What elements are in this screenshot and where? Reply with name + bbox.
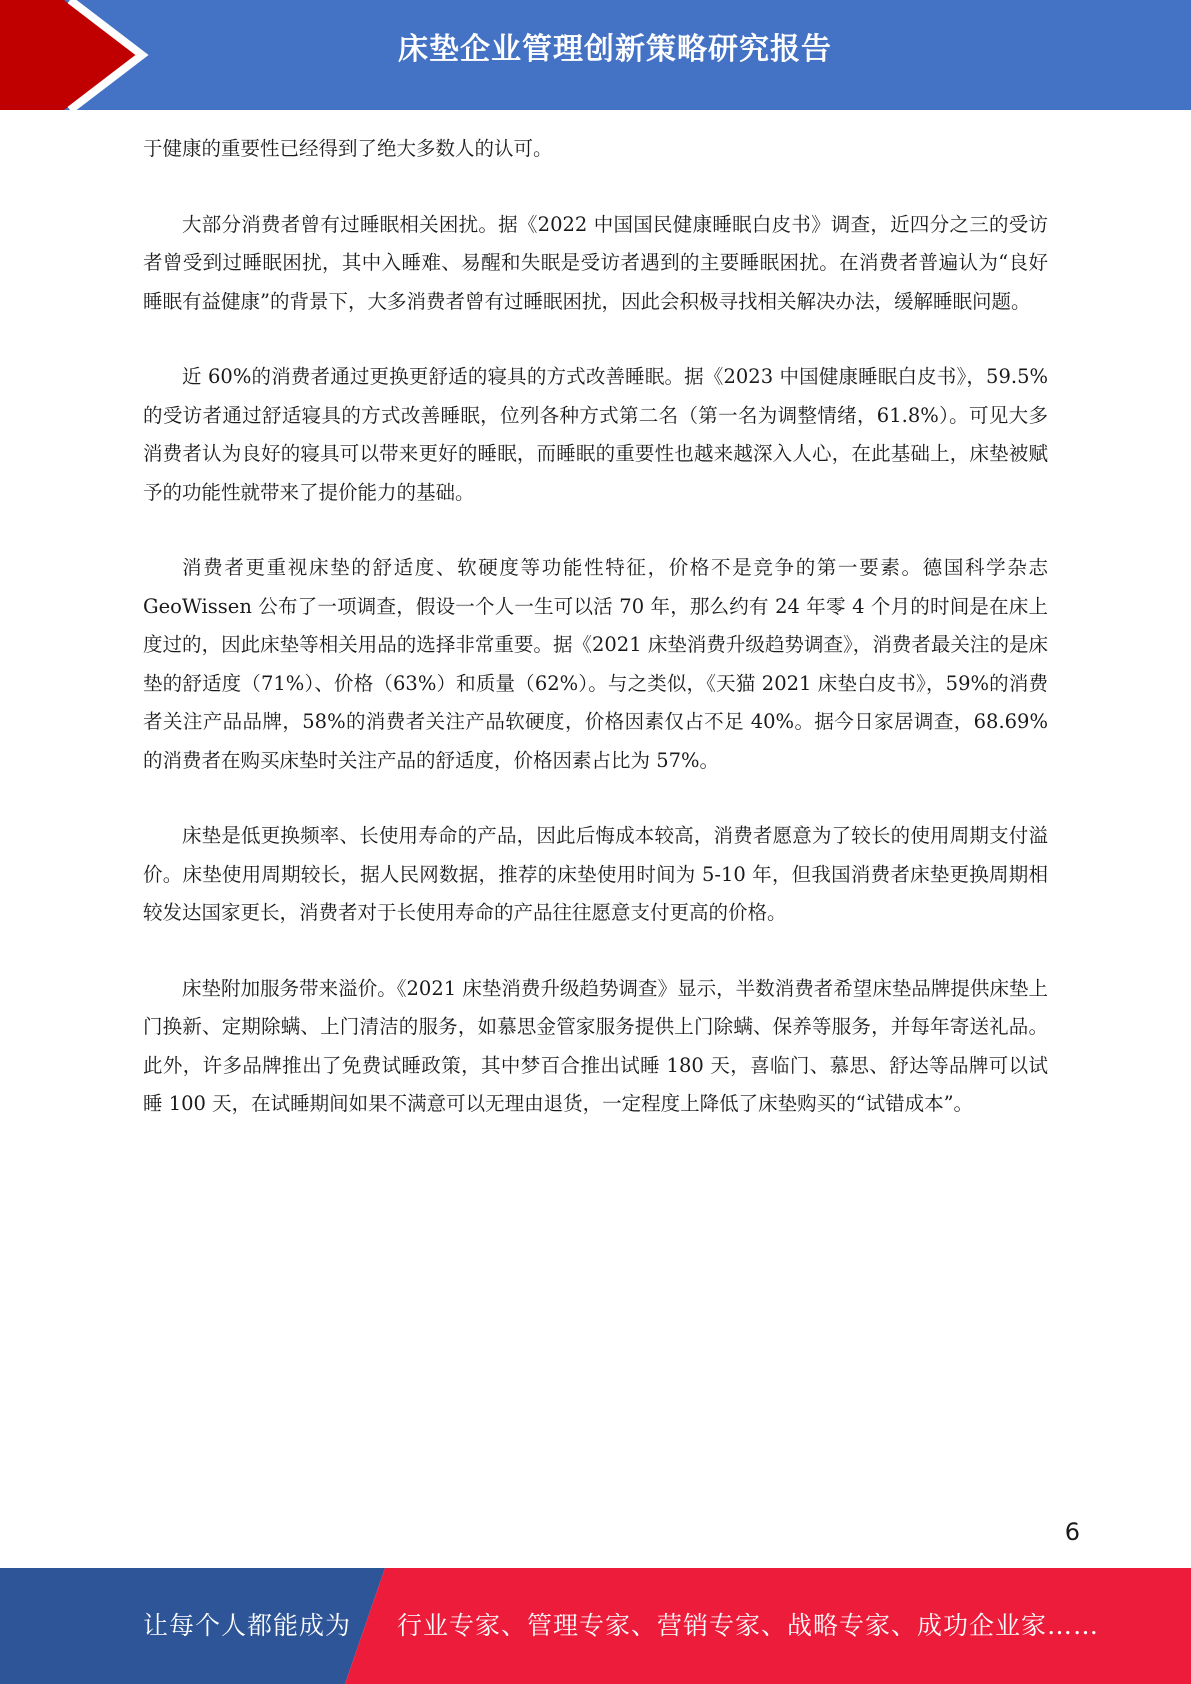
footer-slogan-right: 行业专家、管理专家、营销专家、战略专家、成功企业家……: [397, 1611, 1100, 1640]
paragraph-added-services: 床垫附加服务带来溢价。《2021 床垫消费升级趋势调查》显示，半数消费者希望床垫品牌提供床垫上门换新、定期除螨、上门清洁的服务，如慕思金管家服务提供上门除螨、保养等服务，并每年寄送礼品。此外，许多品牌推出了免费试睡政策，其中梦百合推出试睡 180 天，喜临门、慕思、舒达等品牌可以试睡 100 天，在试睡期间如果不满意可以无理由退货，一定程度上降低了床垫购买的“试错成本”。: [143, 976, 1048, 1115]
paragraph-replacement-cycle: 床垫是低更换频率、长使用寿命的产品，因此后悔成本较高，消费者愿意为了较长的使用周期支付溢价。床垫使用周期较长，据人民网数据，推荐的床垫使用时间为 5-10 年，但我国消费者床垫更换周期相较发达国家更长，消费者对于长使用寿命的产品往往愿意支付更高的价格。: [143, 824, 1048, 924]
footer-slogan-left: 让每个人都能成为: [143, 1611, 352, 1640]
page-number: 6: [1064, 1518, 1080, 1546]
paragraph-continuation: 于健康的重要性已经得到了绝大多数人的认可。: [143, 137, 553, 160]
document-title: 床垫企业管理创新策略研究报告: [398, 32, 832, 67]
page-header: [0, 0, 1191, 110]
paragraph-sleep-troubles: 大部分消费者曾有过睡眠相关困扰。据《2022 中国国民健康睡眠白皮书》调查，近四分之三的受访者曾受到过睡眠困扰，其中入睡难、易醒和失眠是受访者遇到的主要睡眠困扰。在消费者普遍认为“良好睡眠有益健康”的背景下，大多消费者曾有过睡眠困扰，因此会积极寻找相关解决办法，缓解睡眠问题。: [143, 212, 1048, 313]
document-body: [143, 130, 1048, 1161]
page-footer: [0, 1568, 1191, 1684]
paragraph-comfort-priority: 消费者更重视床垫的舒适度、软硬度等功能性特征，价格不是竞争的第一要素。德国科学杂志GeoWissen 公布了一项调查，假设一个人一生可以活 70 年，那么约有 24 年零 4 个月的时间是在床上度过的，因此床垫等相关用品的选择非常重要。据《2021 床垫消费升级趋势调查》，消费者最关注的是床垫的舒适度（71%）、价格（63%）和质量（62%）。与之类似，《天猫 2021 床垫白皮书》，59%的消费者关注产品品牌，58%的消费者关注产品软硬度，价格因素仅占不足 40%。据今日家居调查，68.69%的消费者在购买床垫时关注产品的舒适度，价格因素占比为 57%。: [143, 556, 1048, 772]
paragraph-bedding-improvement: 近 60%的消费者通过更换更舒适的寝具的方式改善睡眠。据《2023 中国健康睡眠白皮书》，59.5%的受访者通过舒适寝具的方式改善睡眠，位列各种方式第二名（第一名为调整情绪，61.8%）。可见大多消费者认为良好的寝具可以带来更好的睡眠，而睡眠的重要性也越来越深入人心，在此基础上，床垫被赋予的功能性就带来了提价能力的基础。: [143, 365, 1048, 504]
